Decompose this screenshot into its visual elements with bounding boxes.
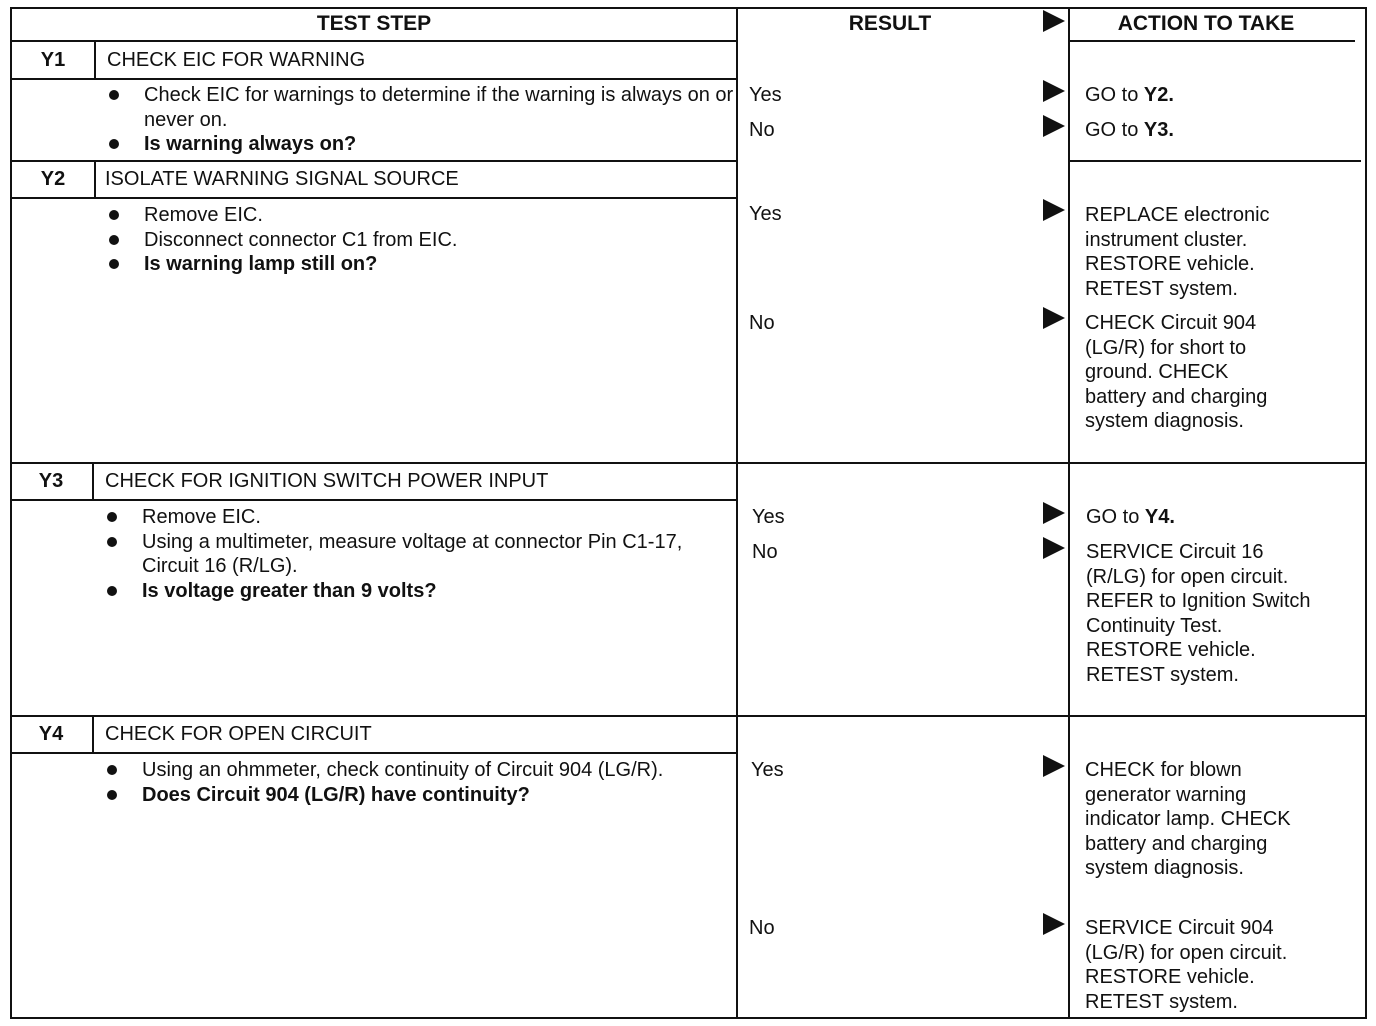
step-id-divider	[94, 41, 96, 79]
step-title-rule	[10, 78, 738, 80]
action-line: SERVICE Circuit 904	[1085, 917, 1274, 939]
action-step-ref: Y4.	[1144, 506, 1175, 528]
arrow-icon	[1043, 199, 1065, 221]
table-bottom-border	[10, 1017, 1367, 1019]
action-header-underline	[1069, 40, 1355, 42]
action-line: CHECK Circuit 904	[1085, 312, 1257, 334]
action-line: ground. CHECK	[1085, 361, 1229, 383]
action-line: (R/LG) for open circuit.	[1086, 565, 1289, 588]
action-line: (LG/R) for short to	[1085, 336, 1247, 359]
action-line: RESTORE vehicle.	[1085, 966, 1255, 988]
step-id-divider	[92, 463, 94, 500]
bullet-item: Remove EIC.	[106, 203, 736, 228]
arrow-icon	[1043, 115, 1065, 137]
row-divider	[10, 462, 1367, 464]
step-id: Y3	[38, 470, 64, 492]
action-text	[1085, 758, 1365, 881]
bullet-item-question: Is warning lamp still on?	[106, 252, 736, 277]
action-step-ref: Y3.	[1143, 119, 1174, 141]
action-line: RESTORE vehicle.	[1086, 639, 1256, 661]
action-line: battery and charging	[1085, 385, 1268, 408]
result-yes: Yes	[752, 506, 785, 528]
step-title: CHECK EIC FOR WARNING	[107, 49, 366, 71]
step-title-rule	[10, 752, 738, 754]
action-line: REPLACE electronic	[1085, 204, 1270, 226]
bullet-item: Check EIC for warnings to determine if the warning is always on or never on.	[106, 83, 736, 132]
action-text	[1086, 540, 1366, 687]
step-title-rule	[10, 197, 738, 199]
action-line: RETEST system.	[1085, 990, 1238, 1013]
result-no: No	[749, 917, 775, 939]
action-line: SERVICE Circuit 16	[1086, 541, 1264, 563]
action-line: RETEST system.	[1086, 663, 1239, 686]
column-divider-test-result	[736, 7, 738, 1019]
step-id: Y2	[40, 168, 66, 190]
action-line: (LG/R) for open circuit.	[1085, 941, 1288, 964]
step-id-divider	[94, 161, 96, 198]
step-bullets	[104, 758, 734, 807]
action-text	[1085, 311, 1365, 434]
action-line: RESTORE vehicle.	[1085, 253, 1255, 275]
result-yes: Yes	[749, 203, 782, 225]
step-bullets	[106, 83, 736, 157]
action-line: system diagnosis.	[1085, 857, 1244, 879]
action-line: Continuity Test.	[1086, 614, 1223, 637]
row-divider	[10, 715, 1367, 717]
action-step-ref: Y2.	[1143, 84, 1174, 106]
action-text	[1085, 203, 1365, 301]
bullet-item-question: Is warning always on?	[106, 132, 736, 157]
arrow-icon	[1043, 307, 1065, 329]
action-line: system diagnosis.	[1085, 410, 1244, 432]
result-no: No	[749, 312, 775, 334]
action-text-part: GO to	[1086, 506, 1145, 528]
bullet-item-question: Does Circuit 904 (LG/R) have continuity?	[104, 783, 734, 808]
row-divider-action	[1069, 160, 1361, 162]
bullet-item-question: Is voltage greater than 9 volts?	[104, 579, 734, 604]
table-left-border	[10, 7, 12, 1019]
action-text	[1086, 505, 1366, 530]
result-yes: Yes	[749, 84, 782, 106]
action-text-part: GO to	[1085, 84, 1144, 106]
action-line: generator warning	[1085, 783, 1247, 806]
step-title: ISOLATE WARNING SIGNAL SOURCE	[105, 168, 459, 190]
action-line: battery and charging	[1085, 832, 1268, 855]
action-line: REFER to Ignition Switch	[1086, 590, 1311, 612]
action-line: instrument cluster.	[1085, 228, 1248, 251]
bullet-item: Remove EIC.	[104, 505, 734, 530]
header-bottom-rule	[10, 40, 738, 42]
arrow-icon	[1043, 755, 1065, 777]
result-yes: Yes	[751, 759, 784, 781]
step-bullets	[104, 505, 734, 603]
action-text	[1085, 118, 1365, 143]
step-bullets	[106, 203, 736, 277]
column-divider-result-action	[1068, 7, 1070, 1019]
arrow-icon	[1043, 502, 1065, 524]
bullet-item: Using a multimeter, measure voltage at connector Pin C1-17, Circuit 16 (R/LG).	[104, 530, 734, 579]
action-line: indicator lamp. CHECK	[1085, 808, 1291, 830]
arrow-icon	[1043, 913, 1065, 935]
step-id: Y4	[38, 723, 64, 745]
step-title: CHECK FOR IGNITION SWITCH POWER INPUT	[105, 470, 549, 492]
step-title-rule	[10, 499, 738, 501]
arrow-icon	[1043, 537, 1065, 559]
result-no: No	[749, 119, 775, 141]
header-action-to-take: ACTION TO TAKE	[1117, 12, 1295, 35]
step-id-divider	[92, 716, 94, 753]
header-arrow-icon	[1043, 10, 1065, 32]
action-line: RETEST system.	[1085, 277, 1238, 300]
bullet-item: Disconnect connector C1 from EIC.	[106, 228, 736, 253]
result-no: No	[752, 541, 778, 563]
action-text	[1085, 916, 1365, 1014]
action-line: CHECK for blown	[1085, 759, 1242, 781]
header-test-step: TEST STEP	[316, 12, 432, 35]
row-divider	[10, 160, 738, 162]
step-title: CHECK FOR OPEN CIRCUIT	[105, 723, 372, 745]
step-id: Y1	[40, 49, 66, 71]
header-result: RESULT	[848, 12, 932, 35]
action-text	[1085, 83, 1365, 108]
action-text-part: GO to	[1085, 119, 1144, 141]
arrow-icon	[1043, 80, 1065, 102]
bullet-item: Using an ohmmeter, check continuity of Circuit 904 (LG/R).	[104, 758, 734, 783]
